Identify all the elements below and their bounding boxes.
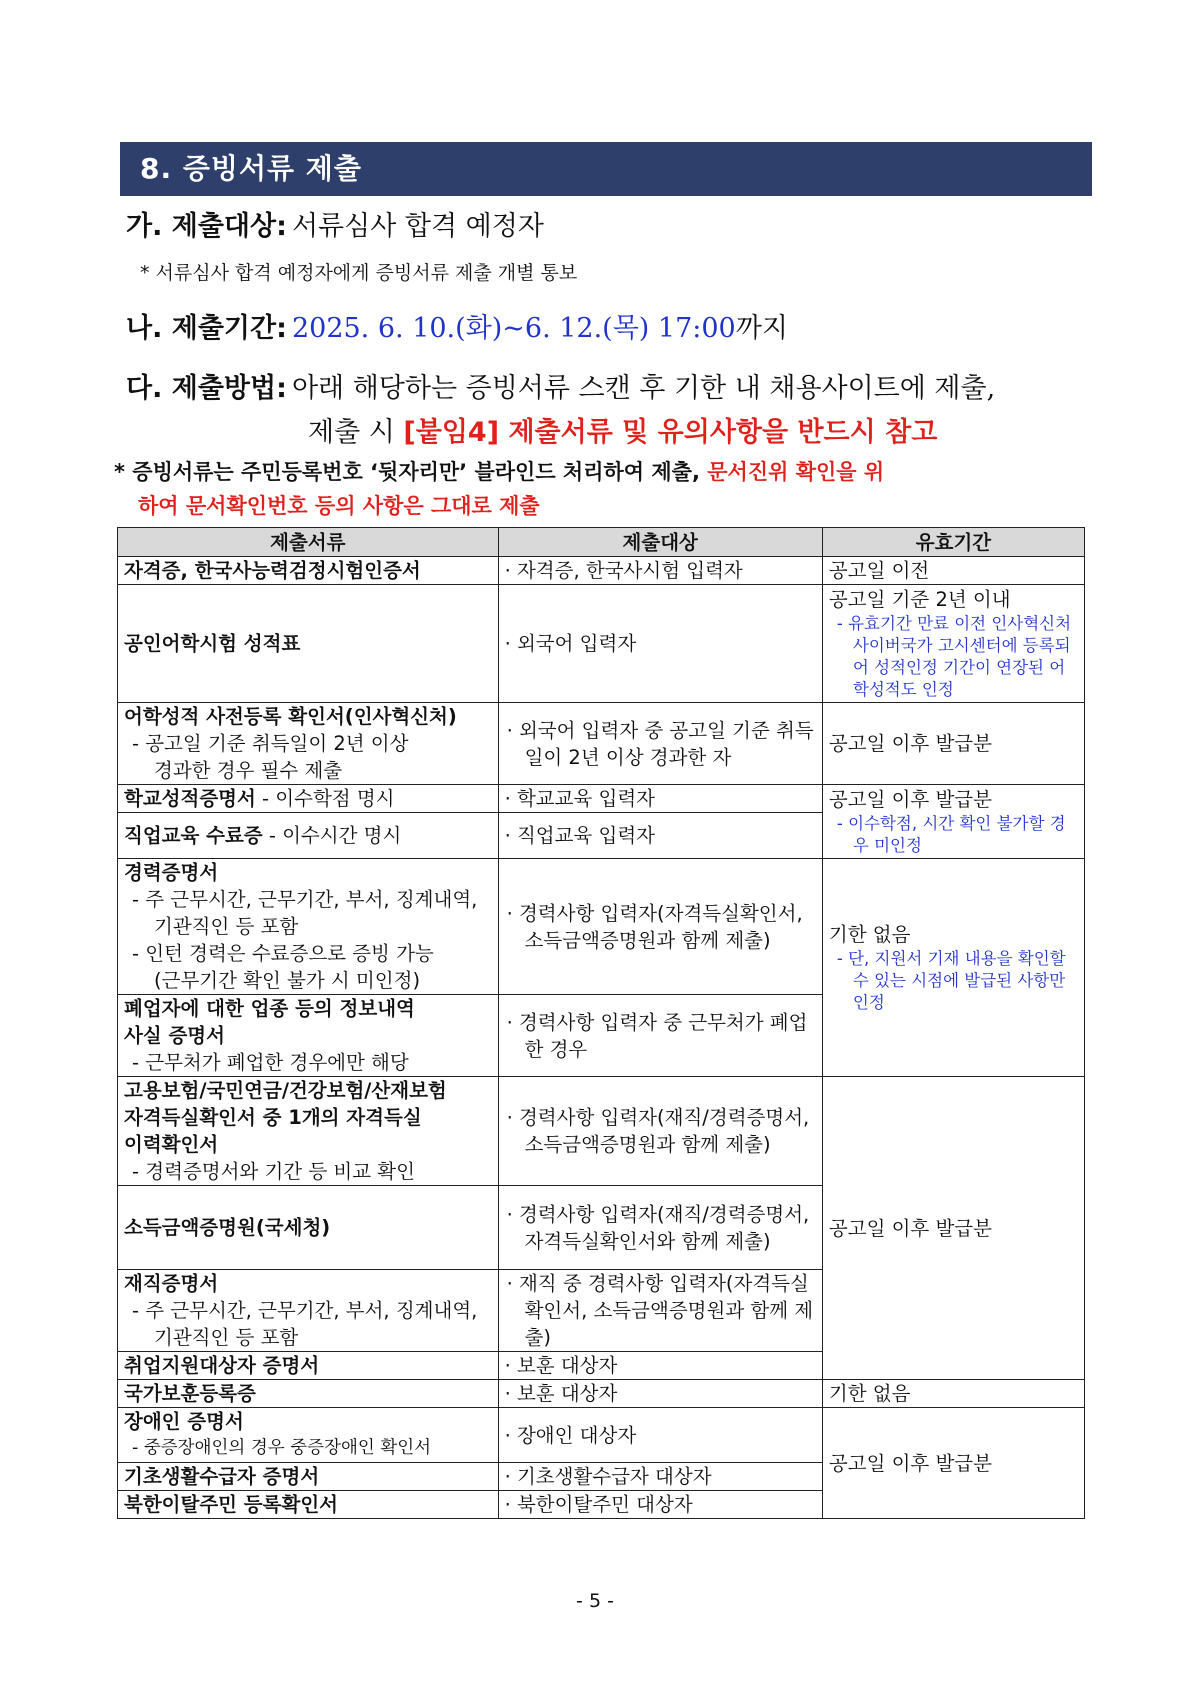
doc-sub: - 인턴 경력은 수료증으로 증빙 가능 <box>132 942 434 965</box>
doc-title: 경력증명서 <box>124 861 219 884</box>
validity-cell: 공고일 이후 발급분 <box>822 703 1084 785</box>
target-cell: · 보훈 대상자 <box>498 1352 822 1380</box>
validity-cell: 공고일 이전 <box>822 557 1084 585</box>
star-note-1b: 문서진위 확인을 위 <box>707 460 885 484</box>
page-number: - 5 - <box>576 1590 614 1612</box>
validity-cell <box>822 859 1084 1077</box>
doc-title: 재직증명서 <box>124 1272 219 1295</box>
doc-cell <box>118 785 499 813</box>
target-text: · 외국어 입력자 중 공고일 기준 취득일이 2년 이상 경과한 자 <box>506 718 814 769</box>
validity-cell: 공고일 이후 발급분 <box>822 1408 1084 1519</box>
doc-sub: - 주 근무시간, 근무기간, 부서, 징계내역, <box>132 1299 478 1322</box>
submit-method-prefix: 제출 시 <box>308 417 404 448</box>
section-title-bar <box>120 142 1092 196</box>
star-note-line2: 하여 문서확인번호 등의 사항은 그대로 제출 <box>138 494 540 518</box>
documents-table <box>117 527 1085 1519</box>
doc-cell: 취업지원대상자 증명서 <box>118 1352 499 1380</box>
validity-cell <box>822 785 1084 859</box>
doc-sub: (근무기간 확인 불가 시 미인정) <box>154 969 421 992</box>
table-header-row <box>118 528 1085 557</box>
submit-method-reference: [붙임4] 제출서류 및 유의사항을 반드시 참고 <box>403 417 938 448</box>
validity-main: 공고일 기준 2년 이내 <box>828 588 1011 611</box>
submit-method-line <box>126 366 995 405</box>
header-validity: 유효기간 <box>822 528 1084 557</box>
doc-cell <box>118 995 499 1077</box>
target-cell <box>498 703 822 785</box>
table-row <box>118 785 1085 813</box>
table-row <box>118 585 1085 703</box>
doc-title-3: 이력확인서 <box>124 1133 219 1156</box>
doc-title: 학교성적증명서 <box>124 787 256 810</box>
target-text: · 재직 중 경력사항 입력자(자격득실확인서, 소득금액증명원과 함께 제출) <box>506 1272 814 1349</box>
target-cell: · 자격증, 한국사시험 입력자 <box>498 557 822 585</box>
doc-cell <box>118 1077 499 1186</box>
doc-suffix: - 이수시간 명시 <box>262 824 402 847</box>
target-cell: · 기초생활수급자 대상자 <box>498 1463 822 1491</box>
submit-period-value: 2025. 6. 10.(화)~6. 12.(목) 17:00 <box>291 313 736 344</box>
validity-main: 기한 없음 <box>828 923 911 946</box>
validity-cell: 기한 없음 <box>822 1380 1084 1408</box>
doc-cell <box>118 1408 499 1463</box>
doc-title-2: 사실 증명서 <box>124 1024 225 1047</box>
validity-main: 공고일 이후 발급분 <box>828 788 992 811</box>
doc-cell <box>118 703 499 785</box>
target-cell <box>498 1270 822 1352</box>
doc-cell <box>118 859 499 995</box>
doc-sub: - 중증장애인의 경우 중증장애인 확인서 <box>132 1438 432 1458</box>
submit-period-suffix: 까지 <box>735 313 788 344</box>
doc-cell: 자격증, 한국사능력검정시험인증서 <box>118 557 499 585</box>
target-cell: · 학교교육 입력자 <box>498 785 822 813</box>
target-cell: · 장애인 대상자 <box>498 1408 822 1463</box>
doc-cell <box>118 1270 499 1352</box>
star-note-1a: * 증빙서류는 주민등록번호 ‘뒷자리만’ 블라인드 처리하여 제출, <box>114 460 708 484</box>
table-row <box>118 703 1085 785</box>
validity-note: - 단, 지원서 기재 내용을 확인할 수 있는 시점에 발급된 사항만 인정 <box>836 949 1066 1012</box>
validity-cell <box>822 585 1084 703</box>
validity-note: - 유효기간 만료 이전 인사혁신처 사이버국가 고시센터에 등록되어 성적인정 기간이 연장된 어학성적도 인정 <box>836 614 1072 699</box>
doc-sub: - 근무처가 폐업한 경우에만 해당 <box>132 1051 409 1074</box>
submit-target-note: * 서류심사 합격 예정자에게 증빙서류 제출 개별 통보 <box>140 262 578 284</box>
target-cell <box>498 1186 822 1270</box>
doc-sub: - 경력증명서와 기간 등 비교 확인 <box>132 1160 415 1183</box>
doc-title-2: 자격득실확인서 중 1개의 자격득실 <box>124 1106 422 1129</box>
target-text: · 경력사항 입력자(재직/경력증명서, 자격득실확인서와 함께 제출) <box>506 1202 810 1253</box>
doc-sub: 기관직인 등 포함 <box>154 1326 299 1349</box>
validity-cell: 공고일 이후 발급분 <box>822 1077 1084 1380</box>
target-cell: · 외국어 입력자 <box>498 585 822 703</box>
table-row <box>118 557 1085 585</box>
target-text: · 경력사항 입력자(재직/경력증명서, 소득금액증명원과 함께 제출) <box>506 1106 810 1156</box>
target-cell: · 직업교육 입력자 <box>498 813 822 859</box>
doc-cell: 공인어학시험 성적표 <box>118 585 499 703</box>
table-row <box>118 859 1085 995</box>
doc-title: 고용보험/국민연금/건강보험/산재보험 <box>124 1079 447 1102</box>
submit-target-line <box>126 204 544 243</box>
section-title: 8. 증빙서류 제출 <box>140 152 362 185</box>
submit-method-line2 <box>308 410 937 449</box>
doc-cell: 소득금액증명원(국세청) <box>118 1186 499 1270</box>
table-row <box>118 1380 1085 1408</box>
doc-cell: 국가보훈등록증 <box>118 1380 499 1408</box>
validity-note: - 이수학점, 시간 확인 불가할 경우 미인정 <box>836 814 1066 855</box>
submit-target-label: 가. 제출대상: <box>126 211 287 242</box>
target-cell: · 북한이탈주민 대상자 <box>498 1491 822 1519</box>
doc-cell <box>118 813 499 859</box>
table-row <box>118 1408 1085 1463</box>
doc-sub: 경과한 경우 필수 제출 <box>154 759 343 782</box>
submit-method-label: 다. 제출방법: <box>126 373 287 404</box>
header-target: 제출대상 <box>498 528 822 557</box>
target-cell <box>498 995 822 1077</box>
table-row <box>118 1077 1085 1186</box>
target-cell <box>498 859 822 995</box>
doc-title: 폐업자에 대한 업종 등의 정보내역 <box>124 997 415 1020</box>
doc-suffix: - 이수학점 명시 <box>255 787 395 810</box>
submit-period-line <box>126 306 788 345</box>
doc-sub: - 공고일 기준 취득일이 2년 이상 <box>132 732 409 755</box>
target-text: · 경력사항 입력자 중 근무처가 폐업한 경우 <box>506 1010 808 1061</box>
header-document: 제출서류 <box>118 528 499 557</box>
doc-sub: - 주 근무시간, 근무기간, 부서, 징계내역, <box>132 888 478 911</box>
submit-period-label: 나. 제출기간: <box>126 313 287 344</box>
submit-target-value: 서류심사 합격 예정자 <box>291 211 544 242</box>
doc-sub: 기관직인 등 포함 <box>154 915 299 938</box>
doc-cell: 북한이탈주민 등록확인서 <box>118 1491 499 1519</box>
doc-title: 어학성적 사전등록 확인서(인사혁신처) <box>124 705 457 728</box>
doc-title: 직업교육 수료증 <box>124 824 263 847</box>
doc-cell: 기초생활수급자 증명서 <box>118 1463 499 1491</box>
submit-method-value: 아래 해당하는 증빙서류 스캔 후 기한 내 채용사이트에 제출, <box>291 373 996 404</box>
target-cell: · 보훈 대상자 <box>498 1380 822 1408</box>
star-note-line1 <box>114 456 884 486</box>
target-text: · 경력사항 입력자(자격득실확인서, 소득금액증명원과 함께 제출) <box>506 901 803 952</box>
target-cell <box>498 1077 822 1186</box>
doc-title: 장애인 증명서 <box>124 1410 244 1433</box>
